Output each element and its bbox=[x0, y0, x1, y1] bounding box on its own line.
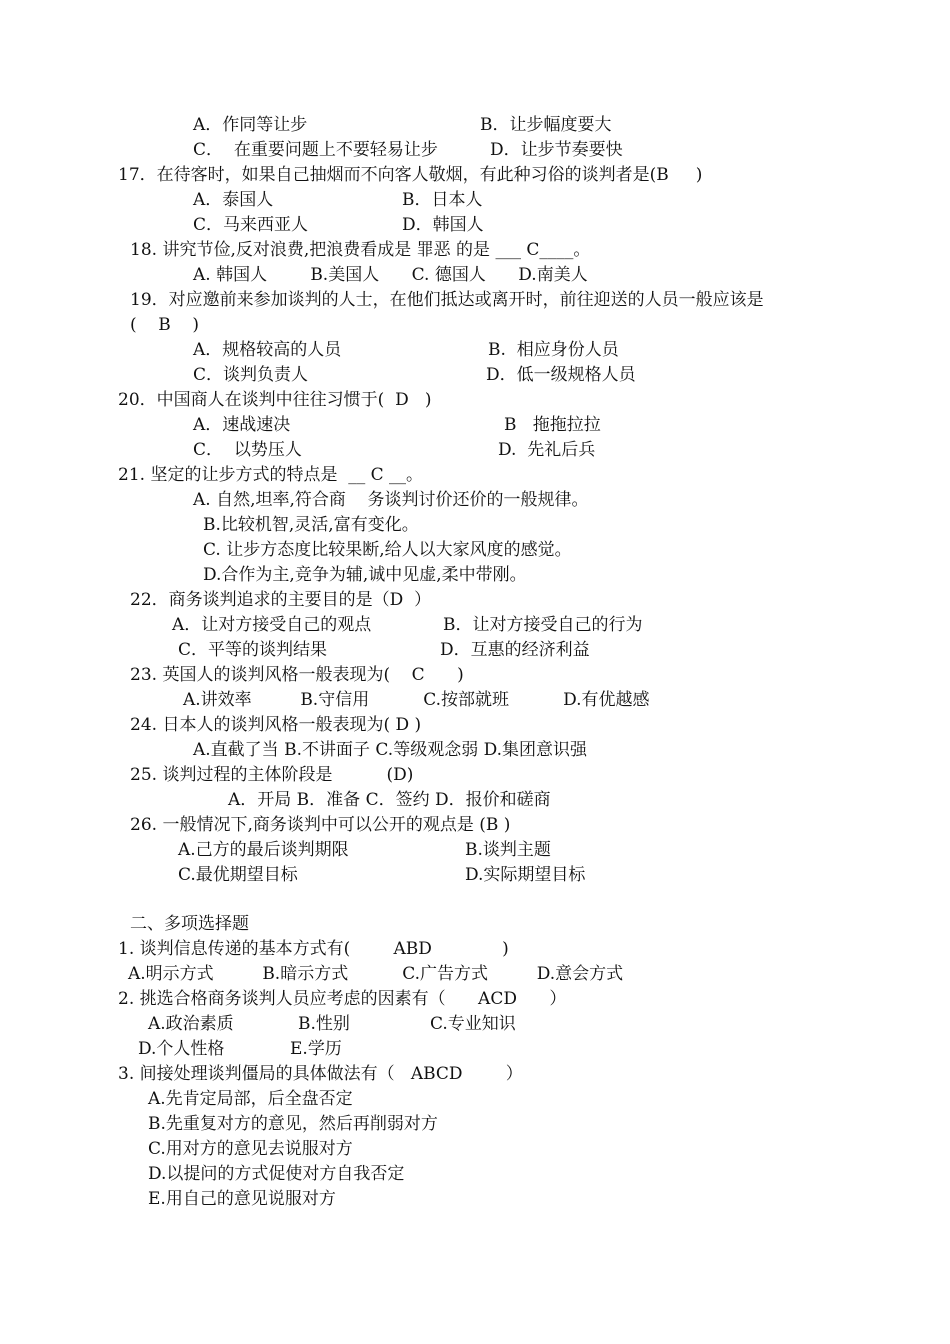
m3-option-b: B.先重复对方的意见，然后再削弱对方 bbox=[148, 1114, 438, 1134]
q26-option-c: C.最优期望目标 bbox=[178, 865, 298, 885]
m1-options: A.明示方式 B.暗示方式 C.广告方式 D.意会方式 bbox=[128, 964, 624, 984]
q16-option-a: A．作同等让步 bbox=[193, 115, 308, 135]
q24-options: A.直截了当 B.不讲面子 C.等级观念弱 D.集团意识强 bbox=[193, 740, 588, 760]
q22-option-b: B．让对方接受自己的行为 bbox=[443, 615, 643, 635]
q20-option-d: D. 先礼后兵 bbox=[498, 440, 596, 460]
q18-stem: 18. 讲究节俭,反对浪费,把浪费看成是 罪恶 的是 ___ C____。 bbox=[130, 240, 591, 260]
q16-option-c: C． 在重要问题上不要轻易让步 bbox=[193, 140, 438, 160]
q22-option-c: C．平等的谈判结果 bbox=[178, 640, 328, 660]
q22-option-d: D．互惠的经济利益 bbox=[440, 640, 590, 660]
q21-option-b: B.比较机智,灵活,富有变化。 bbox=[203, 515, 419, 535]
q17-option-c: C．马来西亚人 bbox=[193, 215, 309, 235]
q21-option-c: C. 让步方态度比较果断,给人以大家风度的感觉。 bbox=[203, 540, 572, 560]
q17-option-b: B．日本人 bbox=[402, 190, 483, 210]
section-heading-multiple-choice: 二、多项选择题 bbox=[130, 914, 249, 934]
m2-stem: 2. 挑选合格商务谈判人员应考虑的因素有（ ACD ） bbox=[118, 989, 567, 1009]
m3-option-d: D.以提问的方式促使对方自我否定 bbox=[148, 1164, 405, 1184]
q19-stem: 19．对应邀前来参加谈判的人士，在他们抵达或离开时，前往迎送的人员一般应该是 bbox=[130, 290, 764, 310]
m3-stem: 3. 间接处理谈判僵局的具体做法有（ ABCD ） bbox=[118, 1064, 523, 1084]
q17-option-d: D．韩国人 bbox=[402, 215, 484, 235]
q21-stem: 21. 坚定的让步方式的特点是 __ C __。 bbox=[118, 465, 424, 485]
q16-option-b: B．让步幅度要大 bbox=[480, 115, 612, 135]
q26-option-a: A.己方的最后谈判期限 bbox=[178, 840, 349, 860]
q20-option-c: C． 以势压人 bbox=[193, 440, 302, 460]
q25-options: A．开局 B．准备 C．签约 D．报价和磋商 bbox=[228, 790, 551, 810]
q24-stem: 24. 日本人的谈判风格一般表现为( D ) bbox=[130, 715, 422, 735]
q17-option-a: A．泰国人 bbox=[193, 190, 274, 210]
q19-option-a: A．规格较高的人员 bbox=[193, 340, 342, 360]
m2-option-a: A.政治素质 bbox=[148, 1014, 234, 1034]
q19-option-c: C．谈判负责人 bbox=[193, 365, 309, 385]
q19-option-d: D．低一级规格人员 bbox=[486, 365, 636, 385]
m3-option-e: E.用自己的意见说服对方 bbox=[148, 1189, 336, 1209]
q23-stem: 23. 英国人的谈判风格一般表现为( C ) bbox=[130, 665, 464, 685]
q20-stem: 20．中国商人在谈判中往往习惯于( D ) bbox=[118, 390, 432, 410]
q17-stem: 17．在待客时，如果自己抽烟而不向客人敬烟，有此种习俗的谈判者是(B ) bbox=[118, 165, 703, 185]
m2-option-b: B.性别 bbox=[298, 1014, 350, 1034]
q20-option-a: A．速战速决 bbox=[193, 415, 291, 435]
q25-stem: 25. 谈判过程的主体阶段是 (D) bbox=[130, 765, 414, 785]
q26-stem: 26. 一般情况下,商务谈判中可以公开的观点是 (B ) bbox=[130, 815, 511, 835]
q22-option-a: A．让对方接受自己的观点 bbox=[172, 615, 372, 635]
q19-answer: ( B ) bbox=[130, 315, 199, 335]
m2-option-d: D.个人性格 bbox=[138, 1039, 225, 1059]
q26-option-b: B.谈判主题 bbox=[465, 840, 551, 860]
q22-stem: 22．商务谈判追求的主要目的是（D ） bbox=[130, 590, 432, 610]
m3-option-a: A.先肯定局部，后全盘否定 bbox=[148, 1089, 353, 1109]
q26-option-d: D.实际期望目标 bbox=[465, 865, 586, 885]
m2-option-e: E.学历 bbox=[290, 1039, 342, 1059]
q20-option-b: B 拖拖拉拉 bbox=[504, 415, 601, 435]
q23-options: A.讲效率 B.守信用 C.按部就班 D.有优越感 bbox=[183, 690, 650, 710]
q16-option-d: D．让步节奏要快 bbox=[490, 140, 623, 160]
q19-option-b: B. 相应身份人员 bbox=[488, 340, 619, 360]
m3-option-c: C.用对方的意见去说服对方 bbox=[148, 1139, 353, 1159]
q21-option-d: D.合作为主,竞争为辅,诚中见虚,柔中带刚。 bbox=[203, 565, 527, 585]
q18-options: A. 韩国人 B.美国人 C. 德国人 D.南美人 bbox=[193, 265, 588, 285]
q21-option-a: A. 自然,坦率,符合商 务谈判讨价还价的一般规律。 bbox=[193, 490, 589, 510]
m2-option-c: C.专业知识 bbox=[430, 1014, 516, 1034]
m1-stem: 1. 谈判信息传递的基本方式有( ABD ) bbox=[118, 939, 509, 959]
